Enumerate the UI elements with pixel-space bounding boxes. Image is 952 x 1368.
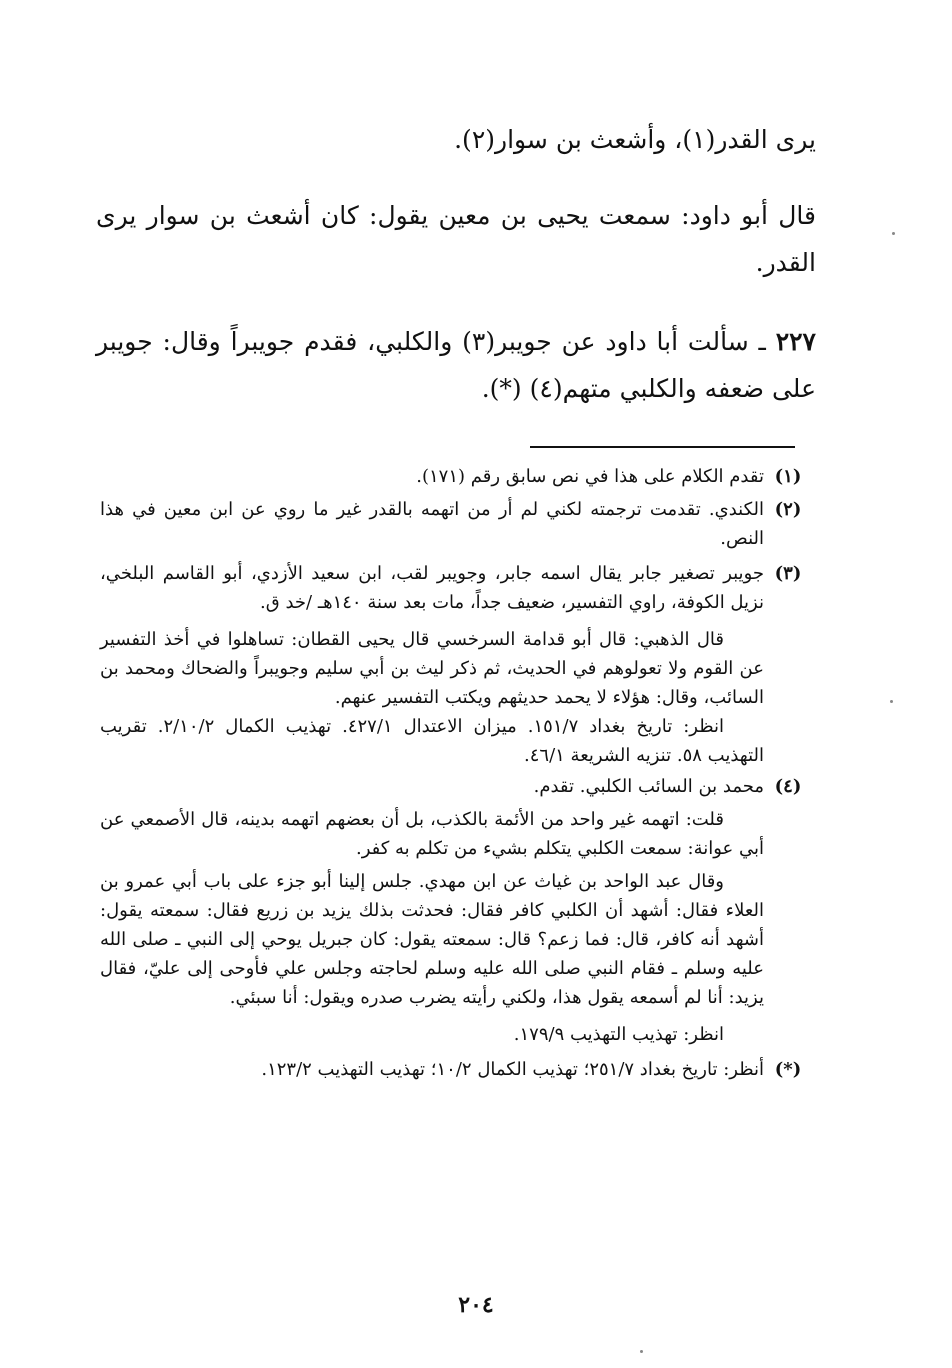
footnote-text: قلت: اتهمه غير واحد من الأئمة بالكذب، بل أن بعضهم اتهمه بدينه، قال الأصمعي عن أبي عوانة: سمعت الكلبي يتكلم بشيء من تكلم به كفر. [100, 809, 764, 859]
footnote-text: انظر: تهذيب التهذيب ١٧٩/٩. [513, 1024, 724, 1045]
entry-text: ـ سألت أبا داود عن جويبر(٣) والكلبي، فقدم جويبراً وقال: جويبر على ضعفه والكلبي متهم(٤) (*). [96, 327, 816, 403]
scan-speck [640, 1350, 643, 1353]
footnote-text: الكندي. تقدمت ترجمته لكني لم أر من اتهمه بالقدر غير ما روي عن ابن معين في هذا النص. [100, 499, 764, 549]
scan-speck [892, 232, 895, 235]
footnote-mark: (٢) [774, 499, 802, 520]
footnote-text: محمد بن السائب الكلبي. تقدم. [533, 776, 764, 797]
abu-dawud-quote: قال أبو داود: سمعت يحيى بن معين يقول: كان أشعث بن سوار يرى القدر. [96, 201, 816, 277]
footnote-mark: (٤) [774, 776, 802, 797]
footnote-star [100, 1055, 812, 1084]
entry-paragraph [96, 318, 816, 412]
line-continuation: يرى القدر(١)، وأشعث بن سوار(٢). [454, 125, 816, 154]
page-number: ٢٠٤ [458, 1292, 494, 1318]
footnote-mark: (١) [774, 466, 802, 487]
footnote-3 [100, 559, 812, 617]
footnote-mark: (*) [774, 1059, 802, 1080]
entry-227 [96, 318, 816, 412]
footnote-3-dhahabi [100, 625, 812, 712]
footnote-1 [100, 462, 812, 491]
footnote-text: تقدم الكلام على هذا في نص سابق رقم (١٧١). [416, 466, 764, 487]
footnote-text: أنظر: تاريخ بغداد ٢٥١/٧؛ تهذيب الكمال ١٠/٢؛ تهذيب التهذيب ١٢٣/٢. [261, 1059, 764, 1080]
footnotes [100, 458, 812, 1084]
footnote-text: جويبر تصغير جابر يقال اسمه جابر، وجويبر لقب، ابن سعيد الأزدي، أبو القاسم البلخي، نزيل الكوفة، راوي التفسير، ضعيف جداً، مات بعد سنة ١٤٠هـ /خد ق. [100, 563, 764, 613]
footnote-text: وقال عبد الواحد بن غياث عن ابن مهدي. جلس إلينا أبو جزء على باب أبي عمرو بن العلاء فقال: أشهد أن الكلبي كافر فقال: فحدثت بذلك يزيد بن زريع فقال: سمعته يقول: أشهد أنه كافر، قال: فما زعم؟ قال: سمعته يقول: كان جبريل يوحي إلى النبي ـ صلى الله عليه وسلم ـ فقام النبي صلى الله عليه وسلم لحاجته وجلس علي فأوحى إلى عليّ، فقال يزيد: أنا لم أسمعه يقول هذا، ولكني رأيته يضرب صدره ويقول: أنا سبئي. [100, 871, 764, 1008]
main-text-line-1 [96, 116, 816, 163]
main-text-paragraph-2 [96, 192, 816, 286]
footnote-4-note [100, 805, 812, 863]
entry-number: ٢٢٧ [775, 327, 816, 356]
footnote-text: انظر: تاريخ بغداد ١٥١/٧. ميزان الاعتدال ٤٢٧/١. تهذيب الكمال ٢/١٠/٢. تقريب التهذيب ٥٨. تنزيه الشريعة ٤٦/١. [100, 716, 764, 766]
footnote-4-story [100, 867, 812, 1012]
footnote-mark: (٣) [774, 563, 802, 584]
footnote-3-refs [100, 712, 812, 770]
footnote-text: قال الذهبي: قال أبو قدامة السرخسي قال يحيى القطان: تساهلوا في أخذ التفسير عن القوم ولا تعولوهم في الحديث، ثم ذكر ليث بن أبي سليم وجويبراً والضحاك ومحمد بن السائب، وقال: هؤلاء لا يحمد حديثهم ويكتب التفسير عنهم. [100, 629, 764, 708]
footnote-2 [100, 495, 812, 553]
footnote-separator [530, 446, 795, 448]
scan-speck [890, 700, 893, 703]
footnote-4-refs [100, 1020, 812, 1049]
footnote-4 [100, 772, 812, 801]
